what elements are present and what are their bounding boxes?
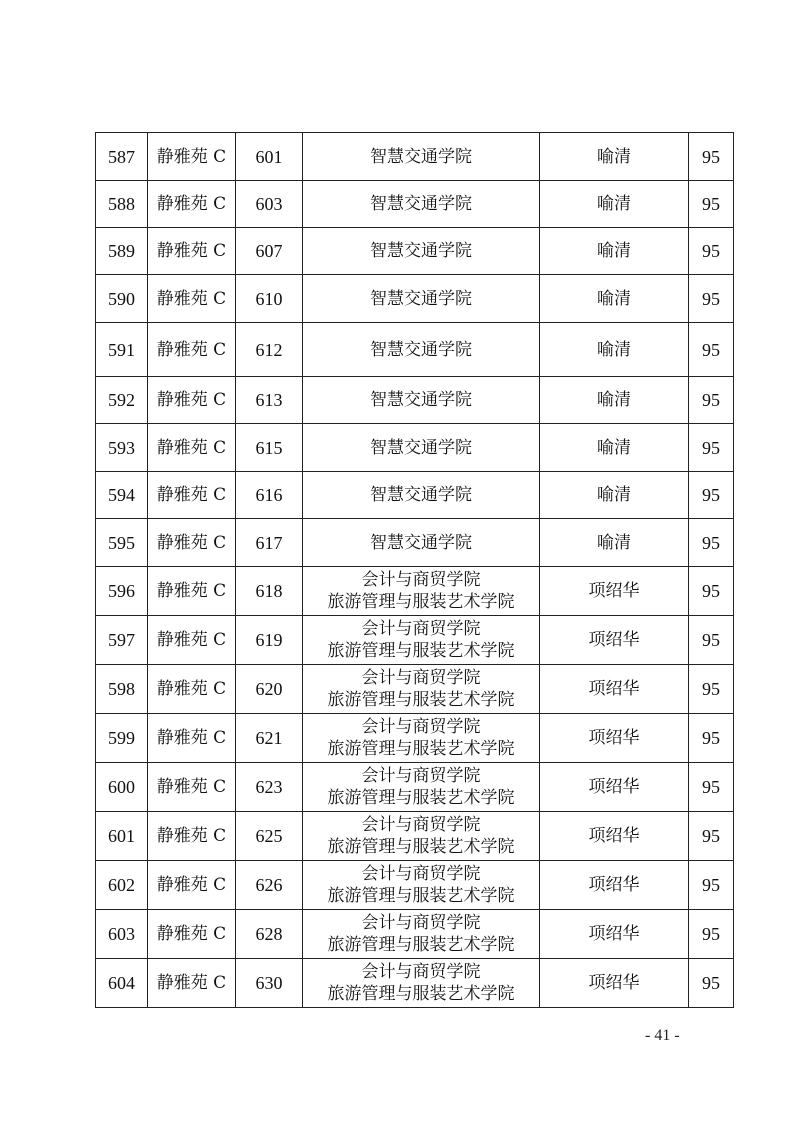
- row-number-cell: 600: [96, 763, 148, 812]
- college-name-line: 旅游管理与服装艺术学院: [327, 837, 515, 857]
- table-row: [96, 910, 734, 959]
- college-name-line: 会计与商贸学院: [361, 619, 481, 639]
- table-row: [96, 472, 734, 519]
- score-cell: 95: [689, 665, 734, 714]
- college-name-line: 智慧交通学院: [370, 390, 472, 410]
- college-name-line: 会计与商贸学院: [361, 766, 481, 786]
- room-number-cell: 601: [236, 133, 303, 181]
- college-cell: [303, 763, 540, 812]
- building-cell: 静雅苑 C: [148, 910, 236, 959]
- room-number-cell: 610: [236, 275, 303, 323]
- building-cell: 静雅苑 C: [148, 133, 236, 181]
- building-cell: 静雅苑 C: [148, 181, 236, 228]
- building-cell: 静雅苑 C: [148, 567, 236, 616]
- room-number-cell: 621: [236, 714, 303, 763]
- row-number-cell: 588: [96, 181, 148, 228]
- table-row: [96, 377, 734, 424]
- college-cell: [303, 228, 540, 275]
- college-cell: [303, 910, 540, 959]
- college-name-line: 旅游管理与服装艺术学院: [327, 984, 515, 1004]
- college-name-line: 智慧交通学院: [370, 532, 472, 553]
- room-number-cell: 607: [236, 228, 303, 275]
- college-name-line: 会计与商贸学院: [361, 717, 481, 737]
- college-cell: [303, 181, 540, 228]
- building-cell: 静雅苑 C: [148, 472, 236, 519]
- dormitory-score-table: [95, 132, 734, 1008]
- person-cell: 项绍华: [540, 861, 689, 910]
- building-cell: 静雅苑 C: [148, 861, 236, 910]
- room-number-cell: 615: [236, 424, 303, 472]
- person-cell: 喻清: [540, 377, 689, 424]
- college-name-line: 旅游管理与服装艺术学院: [327, 739, 515, 759]
- score-cell: 95: [689, 910, 734, 959]
- score-cell: 95: [689, 133, 734, 181]
- college-cell: [303, 472, 540, 519]
- room-number-cell: 628: [236, 910, 303, 959]
- row-number-cell: 603: [96, 910, 148, 959]
- score-cell: 95: [689, 959, 734, 1008]
- college-cell: [303, 714, 540, 763]
- building-cell: 静雅苑 C: [148, 275, 236, 323]
- building-cell: 静雅苑 C: [148, 812, 236, 861]
- college-name-line: 旅游管理与服装艺术学院: [327, 641, 515, 661]
- score-cell: 95: [689, 323, 734, 377]
- person-cell: 项绍华: [540, 567, 689, 616]
- person-cell: 喻清: [540, 424, 689, 472]
- building-cell: 静雅苑 C: [148, 228, 236, 275]
- row-number-cell: 587: [96, 133, 148, 181]
- table-row: [96, 812, 734, 861]
- row-number-cell: 597: [96, 616, 148, 665]
- room-number-cell: 623: [236, 763, 303, 812]
- college-name-line: 智慧交通学院: [370, 146, 472, 167]
- college-name-line: 会计与商贸学院: [361, 864, 481, 884]
- room-number-cell: 612: [236, 323, 303, 377]
- table-row: [96, 323, 734, 377]
- room-number-cell: 616: [236, 472, 303, 519]
- room-number-cell: 625: [236, 812, 303, 861]
- score-cell: 95: [689, 763, 734, 812]
- table-row: [96, 665, 734, 714]
- college-name-line: 会计与商贸学院: [361, 570, 481, 590]
- table-row: [96, 714, 734, 763]
- score-cell: 95: [689, 275, 734, 323]
- table-row: [96, 275, 734, 323]
- person-cell: 项绍华: [540, 763, 689, 812]
- building-cell: 静雅苑 C: [148, 424, 236, 472]
- building-cell: 静雅苑 C: [148, 665, 236, 714]
- building-cell: 静雅苑 C: [148, 377, 236, 424]
- person-cell: 项绍华: [540, 714, 689, 763]
- table-row: [96, 228, 734, 275]
- person-cell: 喻清: [540, 472, 689, 519]
- college-cell: [303, 959, 540, 1008]
- score-cell: 95: [689, 424, 734, 472]
- row-number-cell: 590: [96, 275, 148, 323]
- college-cell: [303, 665, 540, 714]
- college-name-line: 旅游管理与服装艺术学院: [327, 592, 515, 612]
- score-cell: 95: [689, 616, 734, 665]
- row-number-cell: 595: [96, 519, 148, 567]
- college-cell: [303, 424, 540, 472]
- score-cell: 95: [689, 519, 734, 567]
- building-cell: 静雅苑 C: [148, 323, 236, 377]
- person-cell: 喻清: [540, 181, 689, 228]
- college-cell: [303, 616, 540, 665]
- college-name-line: 会计与商贸学院: [361, 913, 481, 933]
- person-cell: 喻清: [540, 275, 689, 323]
- building-cell: 静雅苑 C: [148, 714, 236, 763]
- college-name-line: 会计与商贸学院: [361, 668, 481, 688]
- table-row: [96, 959, 734, 1008]
- table-row: [96, 861, 734, 910]
- table-row: [96, 424, 734, 472]
- room-number-cell: 630: [236, 959, 303, 1008]
- table-row: [96, 763, 734, 812]
- building-cell: 静雅苑 C: [148, 519, 236, 567]
- table-row: [96, 181, 734, 228]
- college-name-line: 旅游管理与服装艺术学院: [327, 690, 515, 710]
- room-number-cell: 613: [236, 377, 303, 424]
- person-cell: 项绍华: [540, 910, 689, 959]
- college-cell: [303, 323, 540, 377]
- college-name-line: 智慧交通学院: [370, 194, 472, 214]
- college-name-line: 旅游管理与服装艺术学院: [327, 788, 515, 808]
- row-number-cell: 592: [96, 377, 148, 424]
- building-cell: 静雅苑 C: [148, 763, 236, 812]
- table-row: [96, 519, 734, 567]
- score-cell: 95: [689, 861, 734, 910]
- person-cell: 喻清: [540, 519, 689, 567]
- college-cell: [303, 275, 540, 323]
- row-number-cell: 602: [96, 861, 148, 910]
- college-cell: [303, 567, 540, 616]
- college-cell: [303, 133, 540, 181]
- college-name-line: 会计与商贸学院: [361, 962, 481, 982]
- college-cell: [303, 519, 540, 567]
- score-cell: 95: [689, 714, 734, 763]
- college-name-line: 智慧交通学院: [370, 485, 472, 505]
- college-name-line: 旅游管理与服装艺术学院: [327, 935, 515, 955]
- score-cell: 95: [689, 812, 734, 861]
- room-number-cell: 618: [236, 567, 303, 616]
- college-name-line: 智慧交通学院: [370, 288, 472, 309]
- row-number-cell: 593: [96, 424, 148, 472]
- college-cell: [303, 861, 540, 910]
- college-name-line: 智慧交通学院: [370, 339, 472, 360]
- row-number-cell: 594: [96, 472, 148, 519]
- college-name-line: 会计与商贸学院: [361, 815, 481, 835]
- row-number-cell: 589: [96, 228, 148, 275]
- row-number-cell: 604: [96, 959, 148, 1008]
- college-cell: [303, 377, 540, 424]
- row-number-cell: 601: [96, 812, 148, 861]
- room-number-cell: 620: [236, 665, 303, 714]
- row-number-cell: 598: [96, 665, 148, 714]
- table-row: [96, 616, 734, 665]
- person-cell: 项绍华: [540, 665, 689, 714]
- score-cell: 95: [689, 472, 734, 519]
- building-cell: 静雅苑 C: [148, 616, 236, 665]
- table-body: [96, 133, 734, 1008]
- person-cell: 项绍华: [540, 812, 689, 861]
- room-number-cell: 603: [236, 181, 303, 228]
- table-row: [96, 567, 734, 616]
- college-cell: [303, 812, 540, 861]
- college-name-line: 智慧交通学院: [370, 437, 472, 458]
- room-number-cell: 619: [236, 616, 303, 665]
- row-number-cell: 596: [96, 567, 148, 616]
- score-cell: 95: [689, 181, 734, 228]
- person-cell: 喻清: [540, 228, 689, 275]
- table-row: [96, 133, 734, 181]
- score-cell: 95: [689, 377, 734, 424]
- room-number-cell: 626: [236, 861, 303, 910]
- row-number-cell: 599: [96, 714, 148, 763]
- building-cell: 静雅苑 C: [148, 959, 236, 1008]
- person-cell: 喻清: [540, 133, 689, 181]
- person-cell: 喻清: [540, 323, 689, 377]
- room-number-cell: 617: [236, 519, 303, 567]
- score-cell: 95: [689, 567, 734, 616]
- page-number: - 41 -: [645, 1027, 680, 1044]
- person-cell: 项绍华: [540, 616, 689, 665]
- college-name-line: 旅游管理与服装艺术学院: [327, 886, 515, 906]
- row-number-cell: 591: [96, 323, 148, 377]
- college-name-line: 智慧交通学院: [370, 241, 472, 261]
- score-cell: 95: [689, 228, 734, 275]
- person-cell: 项绍华: [540, 959, 689, 1008]
